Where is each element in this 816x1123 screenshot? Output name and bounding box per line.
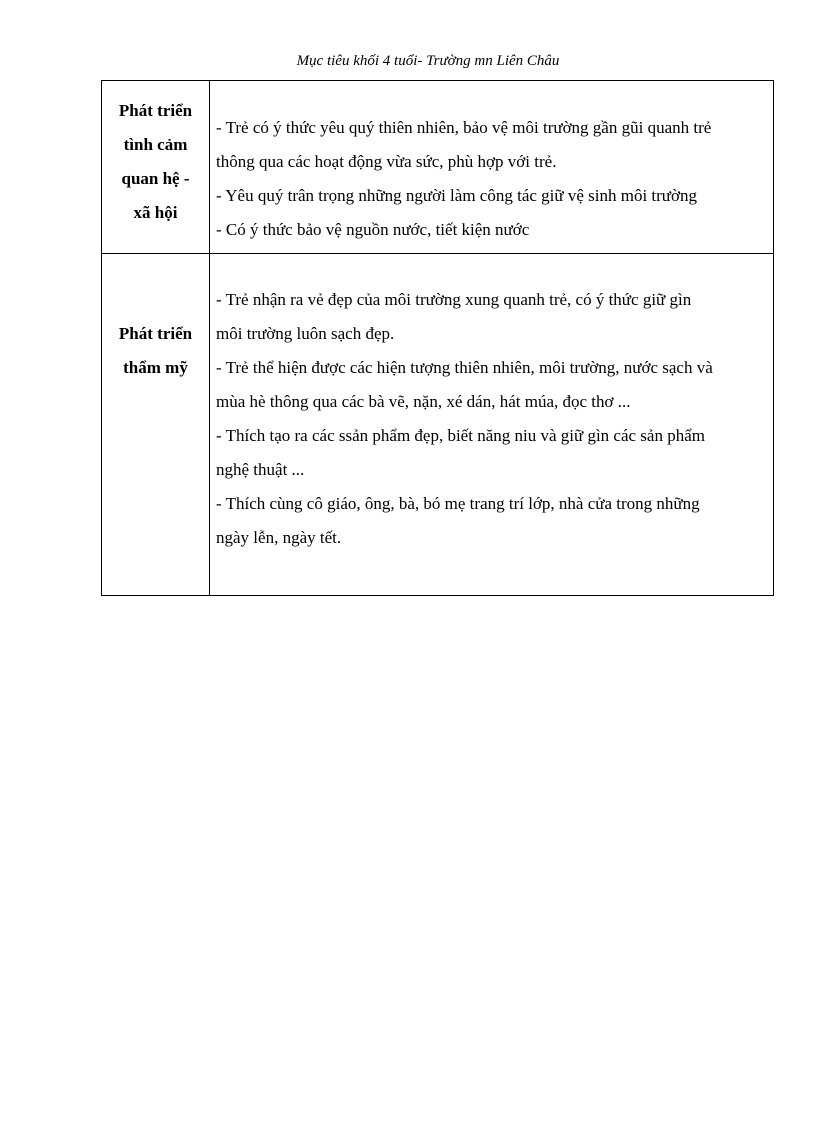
- category-cell: [102, 81, 210, 254]
- category-line: tình cảm: [123, 135, 188, 154]
- category-line: Phát triển: [118, 324, 193, 343]
- content-line: - Yêu quý trân trọng những người làm công tác giữ vệ sinh môi trường: [216, 186, 698, 205]
- category-line: quan hệ -: [121, 169, 190, 188]
- content-line: - Trẻ nhận ra vẻ đẹp của môi trường xung quanh trẻ, có ý thức giữ gìn: [216, 290, 692, 309]
- goals-table: [101, 80, 774, 596]
- table-row-social-emotional: [102, 81, 774, 254]
- content-cell: [210, 254, 774, 596]
- content-line: - Thích tạo ra các ssản phẩm đẹp, biết năng niu và giữ gìn các sản phẩm: [216, 426, 705, 445]
- content-line: - Có ý thức bảo vệ nguồn nước, tiết kiện nước: [216, 220, 530, 239]
- content-line: nghệ thuật ...: [216, 460, 305, 479]
- page-header: Mục tiêu khối 4 tuổi- Trường mn Liên Châu: [296, 53, 560, 69]
- content-cell: [210, 81, 774, 254]
- category-line: xã hội: [133, 203, 178, 222]
- table-row-aesthetic: [102, 254, 774, 596]
- content-line: môi trường luôn sạch đẹp.: [216, 324, 395, 343]
- category-cell: [102, 254, 210, 596]
- content-line: - Thích cùng cô giáo, ông, bà, bó mẹ trang trí lớp, nhà cửa trong những: [216, 494, 700, 513]
- content-line: ngày lễn, ngày tết.: [216, 528, 342, 547]
- category-line: thẩm mỹ: [123, 358, 188, 377]
- content-line: - Trẻ có ý thức yêu quý thiên nhiên, bảo vệ môi trường gần gũi quanh trẻ: [216, 118, 712, 137]
- content-line: thông qua các hoạt động vừa sức, phù hợp với trẻ.: [216, 152, 557, 171]
- content-line: mùa hè thông qua các bà vẽ, nặn, xé dán, hát múa, đọc thơ ...: [216, 392, 631, 411]
- category-line: Phát triển: [118, 101, 193, 120]
- content-line: - Trẻ thể hiện được các hiện tượng thiên nhiên, môi trường, nước sạch và: [216, 358, 713, 377]
